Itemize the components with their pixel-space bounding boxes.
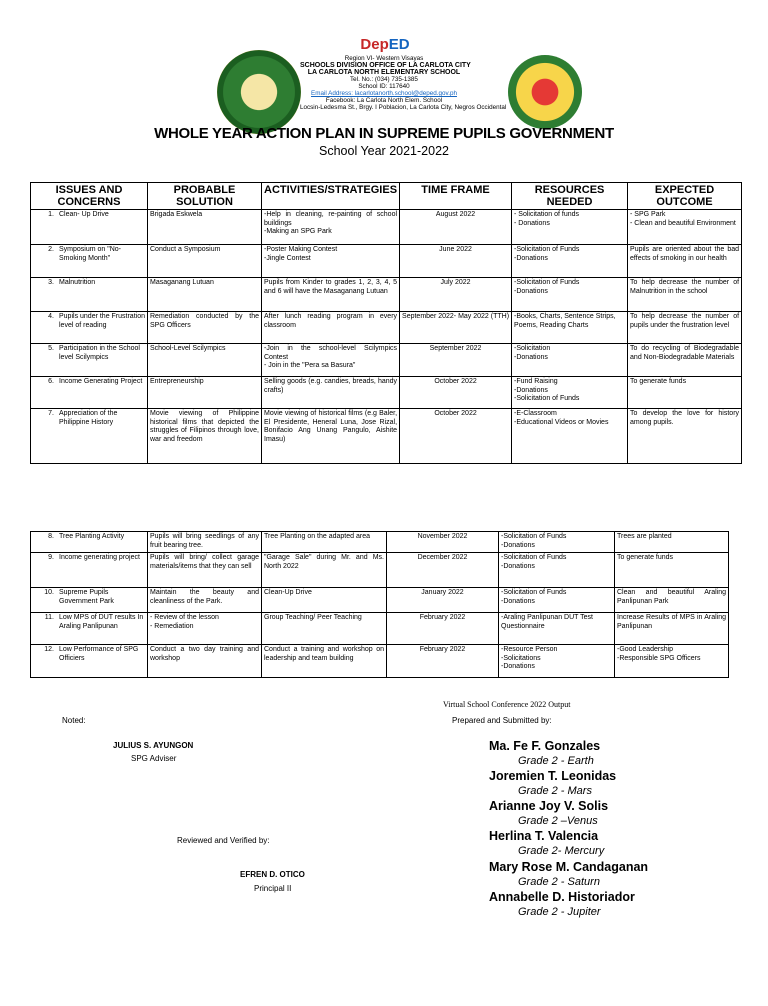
school-year: School Year 2021-2022 [319, 144, 449, 158]
table-row [31, 613, 729, 645]
resources-cell: -Solicitation of Funds -Donations [512, 278, 628, 312]
time-frame-cell: January 2022 [387, 588, 499, 613]
issue-cell [31, 645, 148, 678]
signatory-name: Ma. Fe F. Gonzales [489, 739, 601, 753]
activities-cell: Conduct a training and workshop on leadership and team building [262, 645, 387, 678]
solution-cell: Masaganang Lutuan [148, 278, 262, 312]
reviewed-label: Reviewed and Verified by: [177, 836, 270, 845]
outcome-cell: Pupils are oriented about the bad effects of smoking in our health [628, 245, 742, 278]
conference-note: Virtual School Conference 2022 Output [443, 700, 571, 709]
signatory-grade: Grade 2- Mercury [518, 845, 605, 857]
time-frame-cell: November 2022 [387, 532, 499, 553]
signatory-name: Arianne Joy V. Solis [489, 799, 609, 813]
school-seal-logo [217, 50, 301, 134]
solution-cell: Entrepreneurship [148, 377, 262, 409]
outcome-cell: To do recycling of Biodegradable and Non-Biodegradable Materials [628, 344, 742, 377]
signatory-grade: Grade 2 –Venus [518, 815, 598, 827]
resources-cell: - Solicitation of funds - Donations [512, 210, 628, 245]
issue-cell [31, 245, 148, 278]
activities-cell: -Help in cleaning, re-painting of school buildings -Making an SPG Park [262, 210, 400, 245]
resources-cell: -Araling Panlipunan DUT Test Questionnaire [499, 613, 615, 645]
signatory-name: Herlina T. Valencia [489, 829, 599, 843]
table-row [31, 409, 742, 464]
principal-role: Principal II [254, 884, 292, 893]
outcome-cell: Clean and beautiful Araling Panlipunan Park [615, 588, 729, 613]
adviser-name: JULIUS S. AYUNGON [113, 741, 194, 750]
document-title: WHOLE YEAR ACTION PLAN IN SUPREME PUPILS GOVERNMENT [154, 125, 614, 142]
table-row [31, 312, 742, 344]
item-number: 8. [48, 533, 54, 540]
issue-cell [31, 532, 148, 553]
activities-cell: "Garage Sale" during Mr. and Ms. North 2022 [262, 553, 387, 588]
header-outcome: EXPECTED OUTCOME [628, 183, 742, 210]
outcome-cell: To help decrease the number of pupils under the frustration level [628, 312, 742, 344]
time-frame-cell: February 2022 [387, 613, 499, 645]
solution-cell: Pupils will bring seedlings of any fruit bearing tree. [148, 532, 262, 553]
time-frame-cell: June 2022 [400, 245, 512, 278]
item-number: 1. [48, 211, 54, 218]
signatory-grade: Grade 2 - Saturn [518, 876, 600, 888]
issue-text: Appreciation of the Philippine History [59, 410, 118, 426]
resources-cell: -Solicitation of Funds -Donations [499, 588, 615, 613]
outcome-cell: To develop the love for history among pupils. [628, 409, 742, 464]
item-number: 12. [44, 646, 54, 653]
issue-cell [31, 613, 148, 645]
issue-cell [31, 377, 148, 409]
time-frame-cell: September 2022- May 2022 (TTH) [400, 312, 512, 344]
issue-cell [31, 278, 148, 312]
issue-text: Participation in the School level Scilympics [59, 345, 140, 361]
header-solution: PROBABLE SOLUTION [148, 183, 262, 210]
header-activities: ACTIVITIES/STRATEGIES [262, 183, 400, 210]
outcome-cell: To help decrease the number of Malnutrition in the school [628, 278, 742, 312]
time-frame-cell: October 2022 [400, 377, 512, 409]
region-line: Region VI- Western Visayas [344, 55, 424, 62]
resources-cell: -Resource Person -Solicitations -Donations [499, 645, 615, 678]
table-row [31, 344, 742, 377]
facebook-line: Facebook: La Carlota North Elem. School [325, 97, 443, 104]
signatory-name: Mary Rose M. Candaganan [489, 860, 649, 874]
activities-cell: -Poster Making Contest -Jingle Contest [262, 245, 400, 278]
resources-cell: -Solicitation of Funds -Donations [499, 553, 615, 588]
prepared-label: Prepared and Submitted by: [452, 716, 552, 725]
item-number: 3. [48, 279, 54, 286]
noted-label: Noted: [62, 716, 86, 725]
activities-cell: Tree Planting on the adapted area [262, 532, 387, 553]
issue-text: Malnutrition [59, 279, 96, 286]
solution-cell: - Review of the lesson - Remediation [148, 613, 262, 645]
solution-cell: Maintain the beauty and cleanliness of the Park. [148, 588, 262, 613]
action-plan-table [30, 182, 742, 464]
item-number: 5. [48, 345, 54, 352]
outcome-cell: To generate funds [628, 377, 742, 409]
signatory-grade: Grade 2 - Earth [518, 755, 594, 767]
email-line[interactable]: Email Address: lacarlotanorth.school@deped.gov.ph [311, 90, 457, 97]
issue-cell [31, 553, 148, 588]
issue-cell [31, 312, 148, 344]
activities-cell: After lunch reading program in every classroom [262, 312, 400, 344]
solution-cell: Conduct a Symposium [148, 245, 262, 278]
outcome-cell: - SPG Park - Clean and beautiful Environment [628, 210, 742, 245]
solution-cell: Pupils will bring/ collect garage materials/items that they can sell [148, 553, 262, 588]
table-row [31, 553, 729, 588]
time-frame-cell: February 2022 [387, 645, 499, 678]
table-row [31, 532, 729, 553]
item-number: 10. [44, 589, 54, 596]
time-frame-cell: August 2022 [400, 210, 512, 245]
resources-cell: -E-Classroom -Educational Videos or Movies [512, 409, 628, 464]
activities-cell: Pupils from Kinder to grades 1, 2, 3, 4, 5 and 6 will have the Masaganang Lutuan [262, 278, 400, 312]
signatory-name: Annabelle D. Historiador [489, 890, 635, 904]
signatory-grade: Grade 2 - Mars [518, 785, 592, 797]
time-frame-cell: September 2022 [400, 344, 512, 377]
item-number: 9. [48, 554, 54, 561]
item-number: 4. [48, 313, 54, 320]
issue-text: Supreme Pupils Government Park [59, 589, 114, 605]
item-number: 7. [48, 410, 54, 417]
table-row [31, 377, 742, 409]
time-frame-cell: October 2022 [400, 409, 512, 464]
solution-cell: Remediation conducted by the SPG Officers [148, 312, 262, 344]
table-row [31, 278, 742, 312]
outcome-cell: Trees are planted [615, 532, 729, 553]
outcome-cell: -Good Leadership -Responsible SPG Officers [615, 645, 729, 678]
header-time-frame: TIME FRAME [400, 183, 512, 210]
activities-cell: Clean-Up Drive [262, 588, 387, 613]
issue-cell [31, 210, 148, 245]
action-plan-table-continued [30, 531, 729, 678]
issue-text: Income generating project [59, 554, 140, 561]
deped-logo: DepED [360, 36, 410, 53]
adviser-role: SPG Adviser [131, 754, 177, 763]
table-row [31, 245, 742, 278]
time-frame-cell: December 2022 [387, 553, 499, 588]
header-resources: RESOURCES NEEDED [512, 183, 628, 210]
spg-seal-logo [508, 55, 582, 129]
letterhead [0, 0, 768, 118]
header-issues: ISSUES AND CONCERNS [31, 183, 148, 210]
issue-text: Tree Planting Activity [59, 533, 125, 540]
issue-cell [31, 409, 148, 464]
issue-text: Symposium on "No-Smoking Month" [59, 246, 122, 262]
division-line: SCHOOLS DIVISION OFFICE OF LA CARLOTA CITY [300, 62, 471, 69]
activities-cell: Selling goods (e.g. candies, breads, handy crafts) [262, 377, 400, 409]
resources-cell: -Solicitation -Donations [512, 344, 628, 377]
item-number: 11. [44, 614, 54, 621]
activities-cell: Movie viewing of historical films (e.g Baler, El Presidente, Heneral Luna, Jose Rizal, Bonifacio Ang Unang Pangulo, Aishite Imasu) [262, 409, 400, 464]
issue-cell [31, 588, 148, 613]
issue-text: Low Performance of SPG Officiers [59, 646, 139, 662]
signatory-name: Joremien T. Leonidas [489, 769, 617, 783]
resources-cell: -Solicitation of Funds -Donations [499, 532, 615, 553]
activities-cell: -Join in the school-level Scilympics Contest - Join in the "Pera sa Basura" [262, 344, 400, 377]
issue-text: Income Generating Project [59, 378, 143, 385]
table-row [31, 588, 729, 613]
item-number: 2. [48, 246, 54, 253]
activities-cell: Group Teaching/ Peer Teaching [262, 613, 387, 645]
time-frame-cell: July 2022 [400, 278, 512, 312]
issue-text: Pupils under the Frustration level of reading [59, 313, 145, 329]
school-name-line: LA CARLOTA NORTH ELEMENTARY SCHOOL [307, 69, 461, 76]
table-row [31, 645, 729, 678]
issue-text: Low MPS of DUT results In Araling Panlipunan [59, 614, 144, 630]
signatory-grade: Grade 2 - Jupiter [518, 906, 601, 918]
issue-cell [31, 344, 148, 377]
school-id-line: School ID: 117640 [358, 83, 410, 90]
solution-cell: School-Level Scilympics [148, 344, 262, 377]
solution-cell: Conduct a two day training and workshop [148, 645, 262, 678]
principal-name: EFREN D. OTICO [240, 870, 305, 879]
issue-text: Clean- Up Drive [59, 211, 109, 218]
address-line: Locsin-Ledesma St., Brgy. I Poblacion, La Carlota City, Negros Occidental [300, 104, 507, 111]
outcome-cell: Increase Results of MPS in Araling Panlipunan [615, 613, 729, 645]
outcome-cell: To generate funds [615, 553, 729, 588]
resources-cell: -Solicitation of Funds -Donations [512, 245, 628, 278]
resources-cell: -Books, Charts, Sentence Strips, Poems, Reading Charts [512, 312, 628, 344]
resources-cell: -Fund Raising -Donations -Solicitation of Funds [512, 377, 628, 409]
solution-cell: Brigada Eskwela [148, 210, 262, 245]
tel-line: Tel. No.: (034) 735-1385 [350, 76, 418, 83]
table-row [31, 210, 742, 245]
item-number: 6. [48, 378, 54, 385]
solution-cell: Movie viewing of Philippine historical films that depicted the struggles of Filipinos through love, war and freedom [148, 409, 262, 464]
